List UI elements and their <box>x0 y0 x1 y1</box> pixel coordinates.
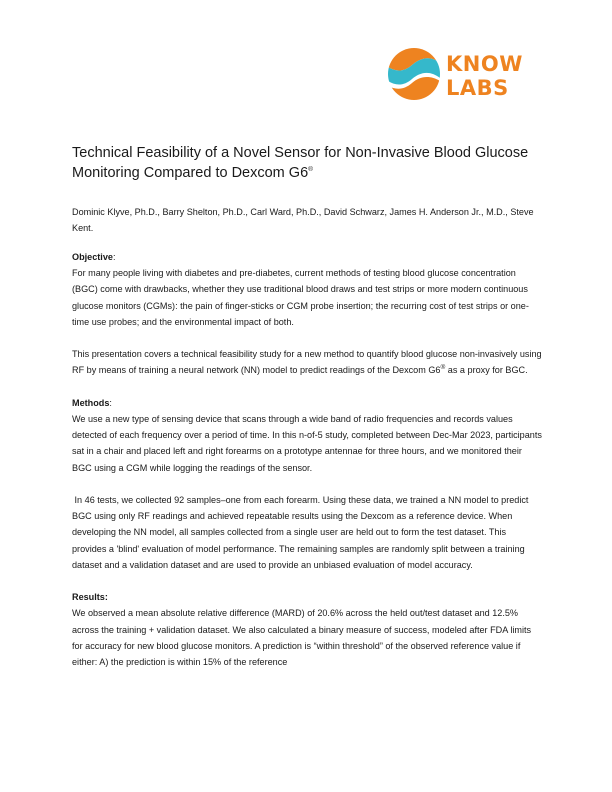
document-title <box>72 143 542 183</box>
objective-heading <box>72 249 542 265</box>
objective-paragraph-2 <box>72 346 542 378</box>
objective-p2-text: This presentation covers a technical feasibility study for a new method to quantify blood glucose non-invasively using RF by means of training a neural network (NN) model to predict readings of the Dexcom G6 <box>72 349 542 376</box>
methods-heading-text: Methods <box>72 397 110 408</box>
know-labs-logo <box>388 48 538 104</box>
methods-paragraph-2: In 46 tests, we collected 92 samples–one from each forearm. Using these data, we trained a NN model to predict BGC using only RF readings and achieved repeatable results using the Dexcom as a reference device. When developing the NN model, all samples collected from a single user are held out to form the test dataset. This provides a 'blind' evaluation of model performance. The remaining samples are randomly split between a training dataset and a validation dataset and are used to provide an unbiased evaluation of model accuracy. <box>72 495 531 570</box>
results-paragraph-1: We observed a mean absolute relative difference (MARD) of 20.6% across the held out/test dataset and 12.5% across the training + validation dataset. We also calculated a binary measure of success, modeled after FDA limits for accuracy for new blood glucose monitors. A prediction is “within threshold” of the observed reference value if either: A) the prediction is within 15% of the reference <box>72 608 532 668</box>
title-text: Technical Feasibility of a Novel Sensor for Non-Invasive Blood Glucose Monitoring Compared to Dexcom G6 <box>72 145 529 181</box>
logo-line-labs: LABS <box>446 76 509 100</box>
abstract-body <box>72 249 542 670</box>
methods-heading <box>72 395 542 411</box>
objective-p2-tail: as a proxy for BGC. <box>445 365 528 376</box>
wave-logo-icon <box>388 48 440 100</box>
objective-heading-text: Objective <box>72 252 113 262</box>
methods-paragraph-1: We use a new type of sensing device that scans through a wide band of radio frequencies and records values detected of each frequency over a period of time. In this n-of-5 study, completed between Dec-Mar 2023, participants sat in a chair and placed left and right forearms on a prototype antennae for three hours, and we monitored their BGC using a CGM while logging the readings of the sensor. <box>72 414 542 473</box>
methods-heading-colon: : <box>109 397 112 408</box>
logo-line-know: KNOW <box>446 52 523 76</box>
logo-wordmark <box>446 52 523 100</box>
objective-heading-colon: : <box>112 252 116 262</box>
title-registered-mark: ® <box>308 166 313 174</box>
results-heading: Results: <box>72 592 108 603</box>
objective-paragraph-1: For many people living with diabetes and pre-diabetes, current methods of testing blood glucose concentration (BGC) come with drawbacks, whether they use traditional blood draws and test strips or more modern continuous glucose monitors (CGMs): the pain of finger-sticks or CGM probe insertion; the recurring cost of test strips or one-time use probes; and the environmental impact of both. <box>72 268 529 327</box>
objective-p2-registered-mark: ® <box>440 364 446 372</box>
author-list: Dominic Klyve, Ph.D., Barry Shelton, Ph.D., Carl Ward, Ph.D., David Schwarz, James H. Anderson Jr., M.D., Steve Kent. <box>72 207 534 233</box>
